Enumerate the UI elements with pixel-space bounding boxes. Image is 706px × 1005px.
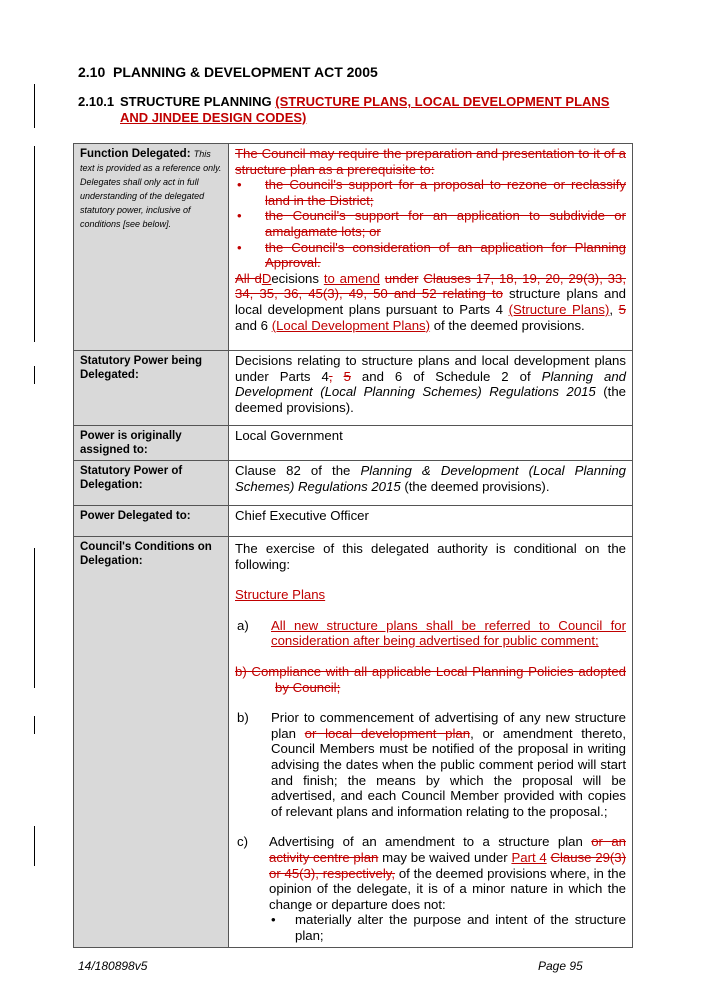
power-delegated-to-label: Power Delegated to: xyxy=(80,510,191,522)
value-cell: Decisions relating to structure plans and local development plans under Parts 4, 5 and 6 of Schedule 2 of Planning and Development (Local Planning Schemes) Regulations 2015 (the deemed provisions). xyxy=(229,351,633,426)
label-cell xyxy=(74,461,229,506)
row-power-delegated-to xyxy=(74,506,633,537)
section-number: 2.10 xyxy=(78,64,106,80)
value-cell xyxy=(229,144,633,351)
change-bar xyxy=(34,366,35,384)
value-cell xyxy=(229,537,633,948)
change-bar xyxy=(34,146,35,342)
section-heading xyxy=(78,64,378,80)
deleted-intro: The Council may require the preparation and presentation to it of a structure plan as a prerequisite to: xyxy=(235,146,626,177)
label-cell xyxy=(74,426,229,461)
label-cell xyxy=(74,351,229,426)
deleted-bullet: • the Council's consideration of an application for Planning Approval. xyxy=(237,239,626,271)
function-delegated-label: Function Delegated: xyxy=(80,148,191,160)
condition-a: a) All new structure plans shall be referred to Council for consideration after being advertised for public comment; xyxy=(237,617,626,649)
conditions-label: Council's Conditions on Delegation: xyxy=(80,541,212,567)
deleted-bullet: • the Council's support for a proposal to rezone or reclassify land in the District; xyxy=(237,177,626,208)
value-cell: Clause 82 of the Planning & Development (Local Planning Schemes) Regulations 2015 (the deemed provisions). xyxy=(229,461,633,506)
deleted-bullet: • the Council's support for an application to subdivide or amalgamate lots; or xyxy=(237,208,626,239)
section-title: PLANNING & DEVELOPMENT ACT 2005 xyxy=(113,64,378,80)
change-bar xyxy=(34,826,35,866)
row-conditions xyxy=(74,537,633,948)
change-bar xyxy=(34,548,35,688)
conditions-intro: The exercise of this delegated authority is conditional on the following: xyxy=(235,541,626,572)
label-cell xyxy=(74,537,229,948)
condition-b: b) Prior to commencement of advertising of any new structure plan or local development plan, or amendment thereto, Council Members must be notified of the proposal in writing advising the dates when the public comment period will start and finish; the means by which the proposal will be advertised, and each Council Member provided with copies of relevant plans and information relating to the proposal.; xyxy=(237,710,626,819)
subsection-title: STRUCTURE PLANNING xyxy=(120,94,272,109)
change-bar xyxy=(34,84,35,128)
function-text: All dDecisions to amend under Clauses 17, 18, 19, 20, 29(3), 33, 34, 35, 36, 45(3), 49, 50 and 52 relating to structure plans and local development plans pursuant to Parts 4 (Structure Plans), 5 and 6 (Local Development Plans) of the deemed provisions. xyxy=(235,270,627,333)
change-bar xyxy=(34,716,35,734)
value-cell xyxy=(229,426,633,461)
subsection-heading xyxy=(78,94,638,126)
document-reference: 14/180898v5 xyxy=(78,959,148,973)
row-power-of-delegation xyxy=(74,461,633,506)
label-cell xyxy=(74,144,229,351)
value-cell xyxy=(229,506,633,537)
power-assigned-label: Power is originally assigned to: xyxy=(80,430,182,456)
power-of-delegation-label: Statutory Power of Delegation: xyxy=(80,465,183,491)
power-assigned-value: Local Government xyxy=(235,428,343,443)
page-number: Page 95 xyxy=(538,959,583,973)
power-delegated-to-value: Chief Executive Officer xyxy=(235,508,369,523)
row-power-assigned xyxy=(74,426,633,461)
condition-c-bullet: • materially alter the purpose and intent of the structure plan; xyxy=(271,912,626,943)
condition-c: c) Advertising of an amendment to a structure plan or an activity centre plan may be waived under Part 4 Clause 29(3) or 45(3), respectively, of the deemed provisions where, in the opinion of the delegate, it is of a minor nature in which the change or departure does not: xyxy=(237,834,627,912)
row-statutory-power xyxy=(74,351,633,426)
subsection-title-insert: (STRUCTURE PLANS, LOCAL DEVELOPMENT PLANS AND JINDEE DESIGN CODES) xyxy=(120,94,610,125)
deleted-condition-b: b) Compliance with all applicable Local Planning Policies adopted by Council; xyxy=(235,663,626,695)
reference-note: This text is provided as a reference only. Delegates shall only act in full understanding of the delegated statutory power, inclusive of conditions [see below]. xyxy=(80,149,222,229)
structure-plans-heading: Structure Plans xyxy=(235,587,326,603)
label-cell xyxy=(74,506,229,537)
delegation-table xyxy=(73,143,633,948)
statutory-power-label: Statutory Power being Delegated: xyxy=(80,355,203,381)
row-function-delegated xyxy=(74,144,633,351)
subsection-number: 2.10.1 xyxy=(78,94,115,109)
